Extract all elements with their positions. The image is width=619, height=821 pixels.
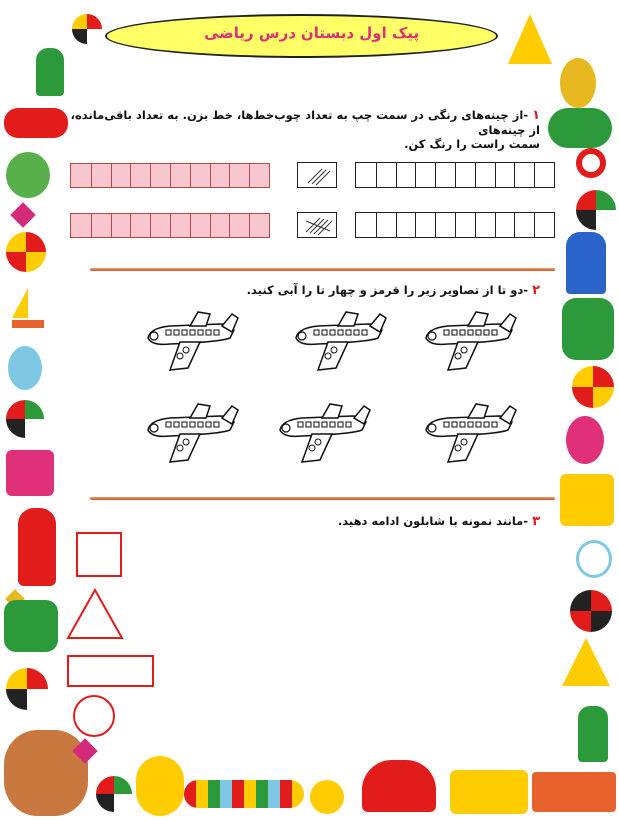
colored-chain-row1[interactable] bbox=[70, 163, 270, 188]
chain-cell-divider bbox=[514, 213, 515, 237]
question-2-number: ۲ bbox=[532, 283, 540, 298]
chain-cell-divider bbox=[91, 214, 92, 237]
chain-cell-divider bbox=[376, 163, 377, 187]
chain-cell-divider bbox=[111, 164, 112, 187]
chain-cell-divider bbox=[170, 164, 171, 187]
chain-cell-divider bbox=[130, 214, 131, 237]
ball-icon bbox=[96, 776, 132, 812]
page-title: پیک اول دبستان bbox=[300, 24, 420, 42]
toy-car-icon bbox=[4, 600, 58, 652]
colored-chain-row2[interactable] bbox=[70, 213, 270, 238]
chain-cell-divider bbox=[111, 214, 112, 237]
teddy-bear-icon bbox=[566, 416, 604, 464]
airplane-icon[interactable] bbox=[140, 400, 240, 474]
airplane-icon[interactable] bbox=[288, 308, 388, 382]
ball-icon bbox=[6, 400, 44, 438]
chain-cell-divider bbox=[495, 213, 496, 237]
chain-cell-divider bbox=[376, 213, 377, 237]
chain-cell-divider bbox=[91, 164, 92, 187]
toy-train-icon bbox=[560, 474, 614, 526]
chain-cell-divider bbox=[514, 163, 515, 187]
sailboat-icon bbox=[8, 286, 48, 332]
doll-icon bbox=[36, 48, 64, 96]
airplane-icon[interactable] bbox=[140, 308, 240, 382]
tally-marks-row1-icon bbox=[298, 163, 336, 187]
question-2 bbox=[200, 283, 540, 298]
toy-train-icon bbox=[6, 450, 54, 496]
pacifier-icon bbox=[560, 58, 596, 108]
chain-cell-divider bbox=[435, 163, 436, 187]
ball-icon bbox=[570, 590, 612, 632]
chain-cell-divider bbox=[229, 214, 230, 237]
chain-cell-divider bbox=[475, 163, 476, 187]
pacifier-icon bbox=[310, 780, 344, 814]
square-shape bbox=[76, 532, 122, 577]
question-1-line1 bbox=[70, 108, 540, 137]
chain-cell-divider bbox=[495, 163, 496, 187]
chain-cell-divider bbox=[534, 163, 535, 187]
ball-icon bbox=[72, 14, 102, 44]
chain-cell-divider bbox=[455, 163, 456, 187]
question-3 bbox=[300, 514, 540, 529]
ball-icon bbox=[576, 190, 616, 230]
chain-cell-divider bbox=[229, 164, 230, 187]
toy-car-icon bbox=[562, 298, 614, 360]
life-ring-icon bbox=[576, 148, 606, 178]
toy-wagon-icon bbox=[532, 772, 616, 812]
rocking-horse-icon bbox=[362, 760, 436, 812]
blank-chain-row1[interactable] bbox=[355, 162, 555, 188]
question-1-text: -از چینه‌های رنگی در سمت چپ به تعداد چوب‌خط‌ها، خط بزن. به تعداد باقی‌مانده، از چینه‌های bbox=[70, 108, 540, 137]
chain-cell-divider bbox=[534, 213, 535, 237]
chain-cell-divider bbox=[150, 214, 151, 237]
chain-cell-divider bbox=[455, 213, 456, 237]
question-1-number: ۱ bbox=[532, 108, 540, 123]
chain-cell-divider bbox=[475, 213, 476, 237]
rocking-horse-icon bbox=[548, 108, 612, 148]
teddy-bears-icon bbox=[4, 730, 88, 816]
sailboat-icon bbox=[562, 638, 610, 698]
chain-cell-divider bbox=[249, 164, 250, 187]
airplane-icon[interactable] bbox=[418, 308, 518, 382]
airplane-icon[interactable] bbox=[418, 400, 518, 474]
tally-box-row1 bbox=[297, 162, 337, 188]
question-3-text: -مانند نمونه با شابلون ادامه دهید. bbox=[337, 514, 529, 528]
chain-cell-divider bbox=[249, 214, 250, 237]
chain-cell-divider bbox=[170, 214, 171, 237]
question-2-text: -دو تا از تصاویر زیر را قرمز و چهار تا را آبی کنید. bbox=[246, 283, 529, 297]
question-1-line2: سمت راست را رنگ کن. bbox=[404, 137, 540, 151]
divider-2 bbox=[90, 497, 555, 500]
heart-icon bbox=[10, 202, 35, 227]
chain-cell-divider bbox=[190, 164, 191, 187]
chain-cell-divider bbox=[130, 164, 131, 187]
beach-ball-icon bbox=[572, 366, 614, 408]
pacifier-icon bbox=[8, 346, 42, 390]
blank-chain-row2[interactable] bbox=[355, 212, 555, 238]
doll-icon bbox=[578, 706, 608, 762]
question-3-number: ۳ bbox=[532, 514, 540, 529]
airplane-icon[interactable] bbox=[272, 400, 372, 474]
doll-icon bbox=[18, 508, 56, 586]
abacus-beads-icon bbox=[184, 780, 304, 808]
chain-cell-divider bbox=[396, 163, 397, 187]
chain-cell-divider bbox=[415, 163, 416, 187]
tally-box-row2 bbox=[297, 212, 337, 238]
chain-cell-divider bbox=[150, 164, 151, 187]
sailboat-icon bbox=[508, 14, 552, 64]
rectangle-shape bbox=[67, 655, 154, 687]
divider-1 bbox=[90, 268, 555, 271]
chain-cell-divider bbox=[210, 164, 211, 187]
page-subject: درس ریاضی bbox=[204, 24, 296, 42]
tally-marks-row2-icon bbox=[298, 213, 336, 237]
chain-cell-divider bbox=[190, 214, 191, 237]
circle-shape bbox=[73, 695, 115, 737]
chain-cell-divider bbox=[435, 213, 436, 237]
toy-car-icon bbox=[4, 108, 68, 138]
chain-cell-divider bbox=[210, 214, 211, 237]
bee-toy-icon bbox=[136, 756, 184, 816]
teddy-bear-icon bbox=[6, 152, 50, 198]
doll-icon bbox=[566, 232, 606, 294]
ball-icon bbox=[6, 668, 48, 710]
rattle-icon bbox=[576, 540, 612, 578]
triangle-shape bbox=[66, 588, 124, 640]
toy-tractor-icon bbox=[450, 770, 528, 814]
chain-cell-divider bbox=[396, 213, 397, 237]
beach-ball-icon bbox=[6, 232, 46, 272]
chain-cell-divider bbox=[415, 213, 416, 237]
